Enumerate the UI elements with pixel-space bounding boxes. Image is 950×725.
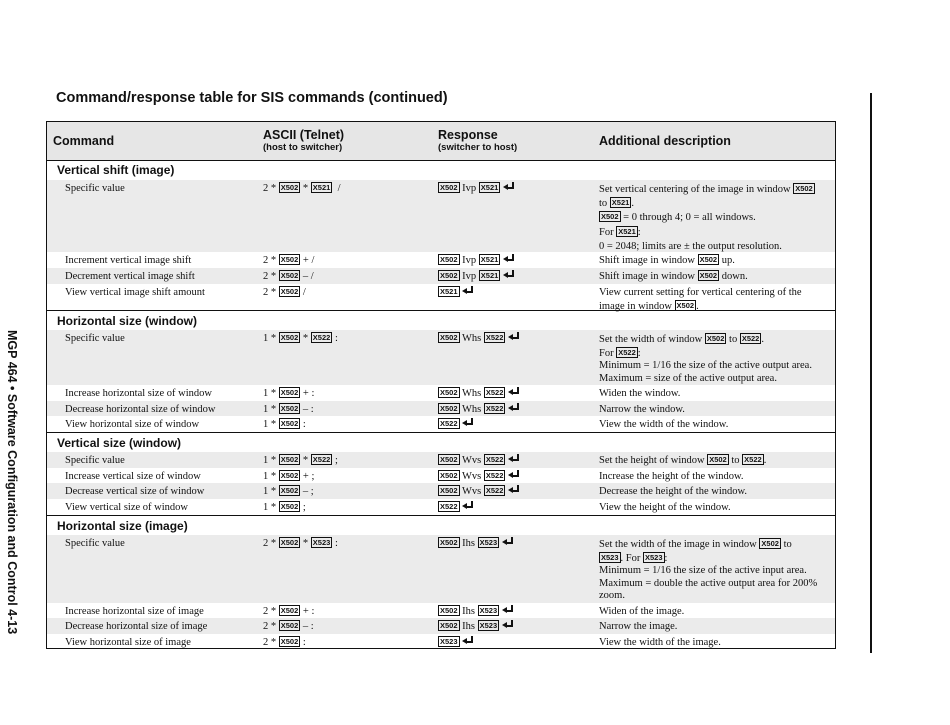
variable-box: X502 [440,183,458,192]
header-ascii-label: ASCII (Telnet) [263,128,345,142]
description-cell: Set vertical centering of the image in window X502 to X521 . X502 = 0 through 4; 0 = all windows. For X521 : 0 = 2048; limits are ± the output resolution. [599,184,813,252]
variable-box: X522 [485,471,504,480]
variable-box: X502 [280,486,299,495]
variable-box: X521 [480,271,499,280]
return-arrow-icon [503,182,515,191]
return-arrow-icon [462,501,474,510]
variable-box: X502 [440,388,458,397]
variable-box: X502 [440,455,458,464]
table-row: Increase horizontal size of image 2 * X502 + : X502 Ihs X523 Widen of the image. [65,606,685,617]
table-row: View vertical image shift amount 2 * X502 / X521 View current setting for vertical centering of the image in window X502 . [65,287,802,312]
return-arrow-icon [508,403,520,412]
table-row: Decrease horizontal size of image 2 * X502 – : X502 Ihs X523 Narrow the image. [47,618,835,634]
variable-box: X522 [485,404,504,413]
variable-box: X502 [440,471,458,480]
return-arrow-icon [503,254,515,263]
section-title: Vertical shift (image) [57,163,175,177]
section-vertical-shift-image [47,160,835,180]
variable-box: X521 [611,197,630,207]
section-title: Horizontal size (image) [57,519,188,533]
variable-box: X502 [699,271,718,280]
table-row: Specific value 1 * X502 * X522 : X502 Whs X522 Set the width of window X502 to X522 . For X522 : Minimum = 1/16 the size of the active output area. Maximum = size of the active output area. [47,330,835,385]
variable-box: X502 [280,333,299,342]
command-table [46,121,836,649]
variable-box: X522 [485,486,504,495]
return-arrow-icon [508,485,520,494]
return-arrow-icon [508,454,520,463]
variable-box: X522 [485,388,504,397]
return-arrow-icon [502,605,514,614]
table-header [47,122,835,161]
variable-box: X522 [440,502,458,511]
variable-box: X523 [440,637,458,646]
variable-box: X523 [601,552,619,562]
table-row: Specific value 1 * X502 * X522 ; X502 Wvs X522 Set the height of window X502 to X522 . [47,452,835,468]
table-row: Decrement vertical image shift 2 * X502 – / X502 Ivp X521 Shift image in window X502 down. [47,268,835,284]
variable-box: X522 [741,334,760,343]
variable-box: X522 [485,333,504,342]
section-vertical-size-window [47,432,835,453]
table-row: Increase horizontal size of window 1 * X502 + : X502 Whs X522 Widen the window. [65,388,681,399]
variable-box: X502 [795,184,813,193]
variable-box: X502 [440,333,458,342]
section-title: Horizontal size (window) [57,314,197,328]
variable-box: X502 [440,538,458,547]
header-response-sub: (switcher to host) [438,142,518,153]
variable-box: X502 [440,621,458,630]
variable-box: X522 [744,455,762,464]
variable-box: X523 [645,552,663,562]
variable-box: X502 [676,300,695,310]
table-row: View vertical size of window 1 * X502 ; X522 View the height of the window. [65,502,731,513]
side-running-footer [3,330,23,660]
variable-box: X502 [440,255,458,264]
variable-box: X502 [280,183,299,192]
section-title: Vertical size (window) [57,436,182,450]
variable-box: X502 [280,471,299,480]
variable-box: X502 [280,606,299,615]
variable-box: X502 [709,455,727,464]
return-arrow-icon [502,537,514,546]
variable-box: X522 [618,347,636,357]
table-row: Decrease horizontal size of window 1 * X502 – : X502 Whs X522 Narrow the window. [47,401,835,416]
right-margin-rule [870,93,872,653]
command-cell: Specific value [65,183,125,194]
variable-box: X521 [480,255,499,264]
ascii-cell: 2 * X502 * X521 / [263,183,341,194]
return-arrow-icon [503,270,515,279]
header-ascii [263,128,344,153]
side-text: MGP 464 • Software Configuration and Control 4-13 [5,330,19,635]
return-arrow-icon [508,387,520,396]
return-arrow-icon [462,286,474,295]
variable-box: X521 [480,183,499,192]
variable-box: X502 [280,455,299,464]
return-arrow-icon [502,620,514,629]
variable-box: X502 [440,271,458,280]
variable-box: X502 [440,404,458,413]
header-response [438,128,517,153]
section-horizontal-size-window [47,310,835,331]
variable-box: X502 [601,212,619,221]
return-arrow-icon [462,636,474,645]
table-row [47,180,835,252]
variable-box: X523 [312,538,331,547]
variable-box: X502 [280,388,299,397]
variable-box: X502 [706,334,725,343]
section-horizontal-size-image [47,515,835,536]
variable-box: X522 [312,455,331,464]
variable-box: X502 [440,606,458,615]
table-row: Specific value 2 * X502 * X523 : X502 Ihs X523 Set the width of the image in window X502 to X523 . For X523 : Minimum = 1/16 the size of the active input area. Maximum = double the active output area for 200% zoom. [47,535,835,603]
header-description: Additional description [599,134,731,148]
header-response-label: Response [438,128,498,142]
variable-box: X522 [440,419,458,428]
variable-box: X502 [280,271,299,280]
variable-box: X502 [280,404,299,413]
variable-box: X521 [312,183,331,192]
table-row: View horizontal size of image 2 * X502 : X523 View the width of the image. [65,637,721,648]
variable-box: X523 [479,621,498,630]
variable-box: X502 [280,287,299,296]
variable-box: X523 [479,606,498,615]
variable-box: X523 [479,538,498,547]
variable-box: X502 [699,255,718,264]
variable-box: X502 [440,486,458,495]
variable-box: X502 [280,538,299,547]
table-row: Increment vertical image shift 2 * X502 + / X502 Ivp X521 Shift image in window X502 up. [65,255,735,266]
variable-box: X502 [280,637,299,646]
variable-box: X502 [280,255,299,264]
variable-box: X502 [761,539,779,548]
variable-box: X502 [280,419,299,428]
return-arrow-icon [508,470,520,479]
return-arrow-icon [508,332,520,341]
variable-box: X522 [485,455,504,464]
variable-box: X502 [280,502,299,511]
variable-box: X522 [312,333,331,342]
variable-box: X502 [280,621,299,630]
header-ascii-sub: (host to switcher) [263,142,343,153]
variable-box: X521 [618,226,636,236]
response-cell: X502 Ivp X521 [438,182,515,196]
header-command: Command [53,134,115,148]
return-arrow-icon [462,418,474,427]
table-row: Increase vertical size of window 1 * X502 + ; X502 Wvs X522 Increase the height of the window. [65,471,744,482]
page-title: Command/response table for SIS commands (continued) [56,90,448,106]
table-row: View horizontal size of window 1 * X502 : X522 View the width of the window. [65,419,729,430]
table-row: Decrease vertical size of window 1 * X502 – ; X502 Wvs X522 Decrease the height of the window. [47,483,835,499]
variable-box: X521 [440,287,458,296]
